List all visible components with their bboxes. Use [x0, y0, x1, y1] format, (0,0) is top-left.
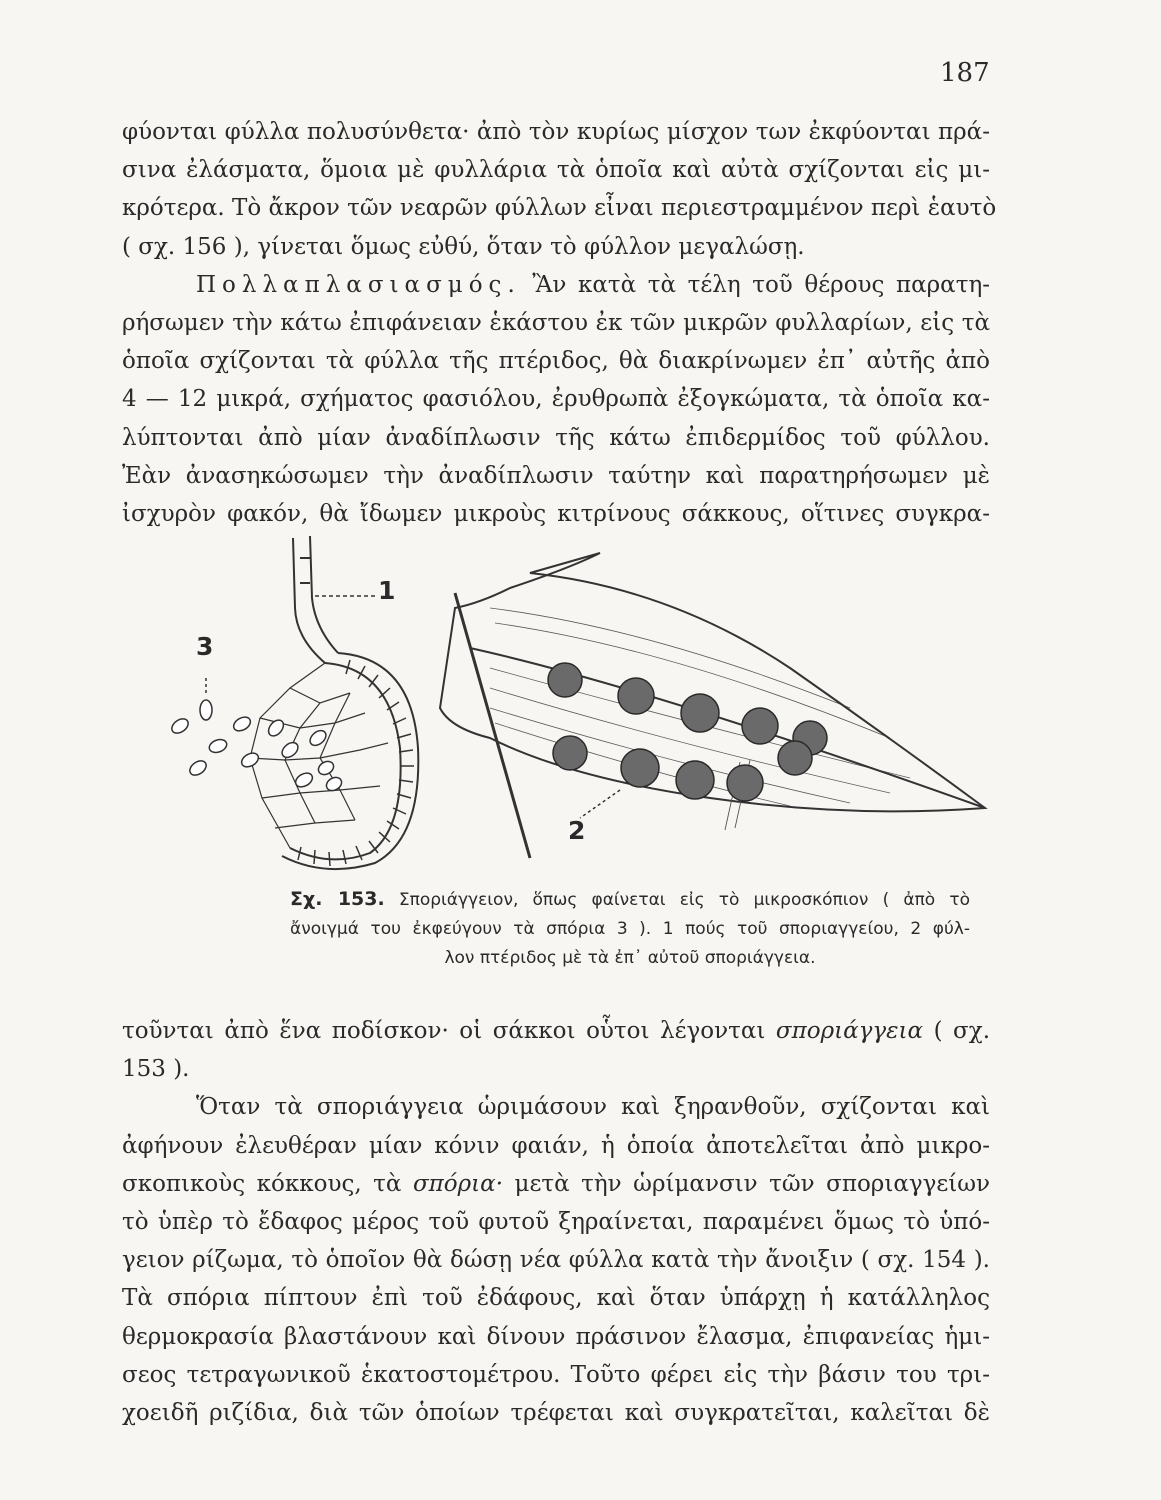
term-spores: σπόρια·	[412, 1170, 504, 1197]
text-fragment: Ἂν κατὰ τὰ τέλη τοῦ θέρους παρατη-	[532, 271, 990, 298]
text-fragment: ( σχ.	[933, 1018, 991, 1044]
caption-line: ἄνοιγμά του ἐκφεύγουν τὰ σπόρια 3 ). 1 πούς τοῦ σποριαγγείου, 2 φύλ-	[290, 919, 970, 939]
body-text-top	[122, 113, 997, 533]
text-line: λύπτονται ἀπὸ μίαν ἀναδίπλωσιν τῆς κάτω ἐπιδερμίδος τοῦ φύλλου.	[122, 424, 990, 451]
text-line: ἀφήνουν ἐλευθέραν μίαν κόνιν φαιάν, ἡ ὁποία ἀποτελεῖται ἀπὸ μικρο-	[122, 1132, 990, 1159]
text-line: τὸ ὑπὲρ τὸ ἔδαφος μέρος τοῦ φυτοῦ ξηραίνεται, παραμένει ὅμως τὸ ὑπό-	[122, 1208, 990, 1235]
text-line: ὁποῖα σχίζονται τὰ φύλλα τῆς πτέριδος, θὰ διακρίνωμεν ἐπ᾽ αὐτῆς ἀπὸ	[122, 348, 990, 375]
text-fragment: μετὰ τὴν ὡρίμανσιν τῶν σποριαγγείων	[514, 1170, 991, 1197]
term-sporangia: σποριάγγεια	[775, 1018, 924, 1044]
text-line: ἰσχυρὸν φακόν, θὰ ἴδωμεν μικροὺς κιτρίνους σάκκους, οἵτινες συγκρα-	[122, 500, 990, 527]
section-heading: Πολλαπλασιασμός.	[196, 271, 521, 298]
body-text-bottom	[122, 1012, 990, 1432]
text-line: Ἐὰν ἀνασηκώσωμεν τὴν ἀναδίπλωσιν ταύτην καὶ παρατηρήσωμεν μὲ	[122, 462, 990, 489]
caption-title: Σχ. 153.	[290, 888, 385, 910]
text-line: φύονται φύλλα πολυσύνθετα· ἀπὸ τὸν κυρίως μίσχον των ἐκφύονται πρά-	[122, 119, 990, 145]
text-line: θερμοκρασία βλαστάνουν καὶ δίνουν πράσινον ἔλασμα, ἐπιφανείας ἡμι-	[122, 1323, 990, 1350]
figure-label-1: 1	[378, 576, 396, 605]
text-line: Τὰ σπόρια πίπτουν ἐπὶ τοῦ ἐδάφους, καὶ ὅταν ὑπάρχῃ ἡ κατάλληλος	[122, 1285, 990, 1312]
text-line	[122, 1165, 990, 1203]
text-line	[122, 1012, 990, 1050]
figure-label-3: 3	[196, 632, 214, 661]
caption-text: Σποριάγγειον, ὅπως φαίνεται εἰς τὸ μικροσκόπιον ( ἀπὸ τὸ	[398, 890, 970, 910]
text-line: 153 ).	[122, 1056, 190, 1083]
sori-drawing	[548, 663, 827, 801]
figure-label-2: 2	[568, 816, 586, 845]
text-line: Ὅταν τὰ σποριάγγεια ὡριμάσουν καὶ ξηρανθοῦν, σχίζονται καὶ	[196, 1094, 990, 1121]
text-fragment: σκοπικοὺς κόκκους, τὰ	[122, 1170, 402, 1197]
text-line: ρήσωμεν τὴν κάτω ἐπιφάνειαν ἑκάστου ἐκ τῶν μικρῶν φυλλαρίων, εἰς τὰ	[122, 309, 990, 336]
figure-sporangium	[150, 528, 990, 888]
text-line: ( σχ. 156 ), γίνεται ὅμως εὐθύ, ὅταν τὸ φύλλον μεγαλώσῃ.	[122, 233, 805, 260]
text-line: 4 — 12 μικρά, σχήματος φασιόλου, ἐρυθρωπὰ ἐξογκώματα, τὰ ὁποῖα κα-	[122, 386, 990, 413]
text-line: σινα ἐλάσματα, ὅμοια μὲ φυλλάρια τὰ ὁποῖα καὶ αὐτὰ σχίζονται εἰς μι-	[122, 157, 990, 184]
text-line: σεος τετραγωνικοῦ ἑκατοστομέτρου. Τοῦτο φέρει εἰς τὴν βάσιν του τρι-	[122, 1361, 990, 1388]
caption-line	[290, 885, 970, 915]
figure-caption	[290, 885, 970, 973]
text-line: χοειδῆ ριζίδια, διὰ τῶν ὁποίων τρέφεται καὶ συγκρατεῖται, καλεῖται δὲ	[122, 1399, 990, 1426]
text-fragment: τοῦνται ἀπὸ ἕνα ποδίσκον· οἱ σάκκοι οὗτοι λέγονται	[122, 1018, 766, 1044]
caption-line: λον πτέριδος μὲ τὰ ἐπ᾽ αὐτοῦ σποριάγγεια.	[444, 948, 816, 968]
page-number: 187	[940, 58, 990, 88]
section-heading-line	[122, 266, 990, 304]
text-line: κρότερα. Τὸ ἄκρον τῶν νεαρῶν φύλλων εἶναι περιεστραμμένον περὶ ἑαυτὸ	[122, 195, 997, 222]
text-line: γειον ρίζωμα, τὸ ὁποῖον θὰ δώσῃ νέα φύλλα κατὰ τὴν ἄνοιξιν ( σχ. 154 ).	[122, 1247, 990, 1274]
